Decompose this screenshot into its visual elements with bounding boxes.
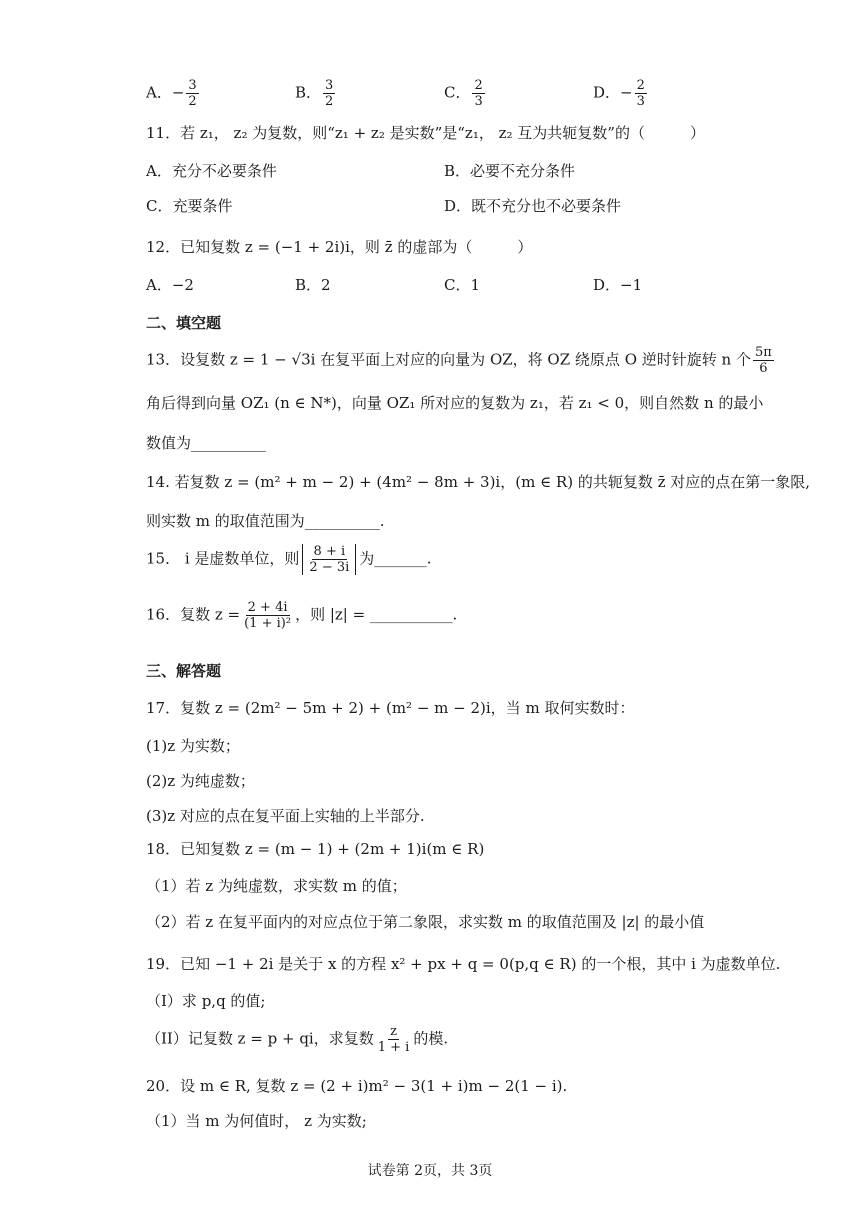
q12-option-a: A．−2 — [146, 276, 194, 294]
q12-option-d: D．−1 — [593, 276, 643, 294]
fraction: $\frac{3}{2}$ — [325, 78, 334, 109]
q17-part-3: (3)z 对应的点在复平面上实轴的上半部分. — [146, 807, 425, 825]
q15-line: 15． i 是虚数单位，则 $\frac{8 + i}{2 - 3i}$ 为_______. — [146, 544, 432, 575]
q14-line-2: 则实数 m 的取值范围为__________. — [146, 512, 385, 530]
q17-stem: 17．复数 z = (2m² − 5m + 2) + (m² − m − 2)i，当 m 取何实数时： — [146, 699, 635, 717]
page-footer: 试卷第 2页，共 3页 — [367, 1163, 493, 1179]
q20-part-1: （1）当 m 为何值时， z 为实数; — [146, 1112, 367, 1130]
q13-line-2: 角后得到向量 OZ₁ (n ∈ N*)，向量 OZ₁ 所对应的复数为 z₁，若 z₁ < 0，则自然数 n 的最小 — [146, 394, 764, 412]
absolute-value-bars — [302, 544, 356, 575]
q16-line: 16．复数 z = $\frac{2 + 4i}{\text{(1 + i)²}}$ ，则 |z| = ___________. — [146, 600, 458, 631]
q11-stem: 11．若 z₁， z₂ 为复数，则“z₁ + z₂ 是实数”是“z₁， z₂ 互为共轭复数”的（ ） — [146, 124, 705, 142]
fraction: $\frac{3}{2}$ — [188, 78, 197, 109]
fraction: $\frac{2}{3}$ — [474, 78, 483, 109]
q11-option-c: C．充要条件 — [146, 197, 233, 215]
q13-line-1: 13．设复数 z = 1 − √3i 在复平面上对应的向量为 OZ，将 OZ 绕原点 O 逆时针旋转 n 个 $\frac{5\pi}{6}$ — [146, 345, 772, 376]
section-heading-fill-in: 二、填空题 — [146, 314, 222, 332]
q11-option-b: B．必要不充分条件 — [444, 162, 576, 180]
q12-option-b: B．2 — [295, 276, 331, 294]
q10-option-d: D．− $\frac{2}{3}$ — [593, 78, 645, 109]
q17-part-2: (2)z 为纯虚数； — [146, 772, 255, 790]
q11-option-d: D．既不充分也不必要条件 — [444, 197, 622, 215]
q12-stem: 12．已知复数 z = (−1 + 2i)i，则 z̄ 的虚部为（ ） — [146, 238, 533, 256]
q13-line-3: 数值为__________ — [146, 434, 267, 452]
fraction: $\frac{2}{3}$ — [636, 78, 645, 109]
q10-option-b: B． $\frac{3}{2}$ — [295, 78, 334, 109]
fraction: $\frac{2 + 4i}{\text{(1 + i)²}}$ — [244, 600, 292, 631]
q11-option-a: A．充分不必要条件 — [146, 162, 277, 180]
q19-part-1: （I）求 p,q 的值; — [146, 992, 266, 1010]
q17-part-1: (1)z 为实数； — [146, 737, 240, 755]
q18-part-2: （2）若 z 在复平面内的对应点位于第二象限，求实数 m 的取值范围及 |z| 的最小值 — [146, 913, 705, 931]
q18-part-1: （1）若 z 为纯虚数，求实数 m 的值； — [146, 877, 407, 895]
q18-stem: 18．已知复数 z = (m − 1) + (2m + 1)i(m ∈ R) — [146, 840, 485, 858]
q19-stem: 19．已知 −1 + 2i 是关于 x 的方程 x² + px + q = 0(p,q ∈ R) 的一个根，其中 i 为虚数单位. — [146, 955, 781, 973]
section-heading-solutions: 三、解答题 — [146, 662, 222, 680]
fraction: $\frac{z}{1 + i}$ — [377, 1024, 410, 1055]
q19-part-2: （II）记复数 z = p + qi，求复数 $\frac{z}{1 + i}$ 的模. — [146, 1024, 449, 1055]
q20-stem: 20．设 m ∈ R, 复数 z = (2 + i)m² − 3(1 + i)m − 2(1 − i). — [146, 1077, 568, 1095]
q10-option-a: A．− $\frac{3}{2}$ — [146, 78, 197, 109]
fraction: $\frac{8 + i}{2 - 3i}$ — [309, 544, 350, 575]
q10-option-c: C． $\frac{2}{3}$ — [444, 78, 483, 109]
q12-option-c: C．1 — [444, 276, 481, 294]
q14-line-1: 14. 若复数 z = (m² + m − 2) + (4m² − 8m + 3)i，(m ∈ R) 的共轭复数 z̄ 对应的点在第一象限, — [146, 473, 811, 491]
fraction: $\frac{5\pi}{6}$ — [754, 345, 772, 376]
